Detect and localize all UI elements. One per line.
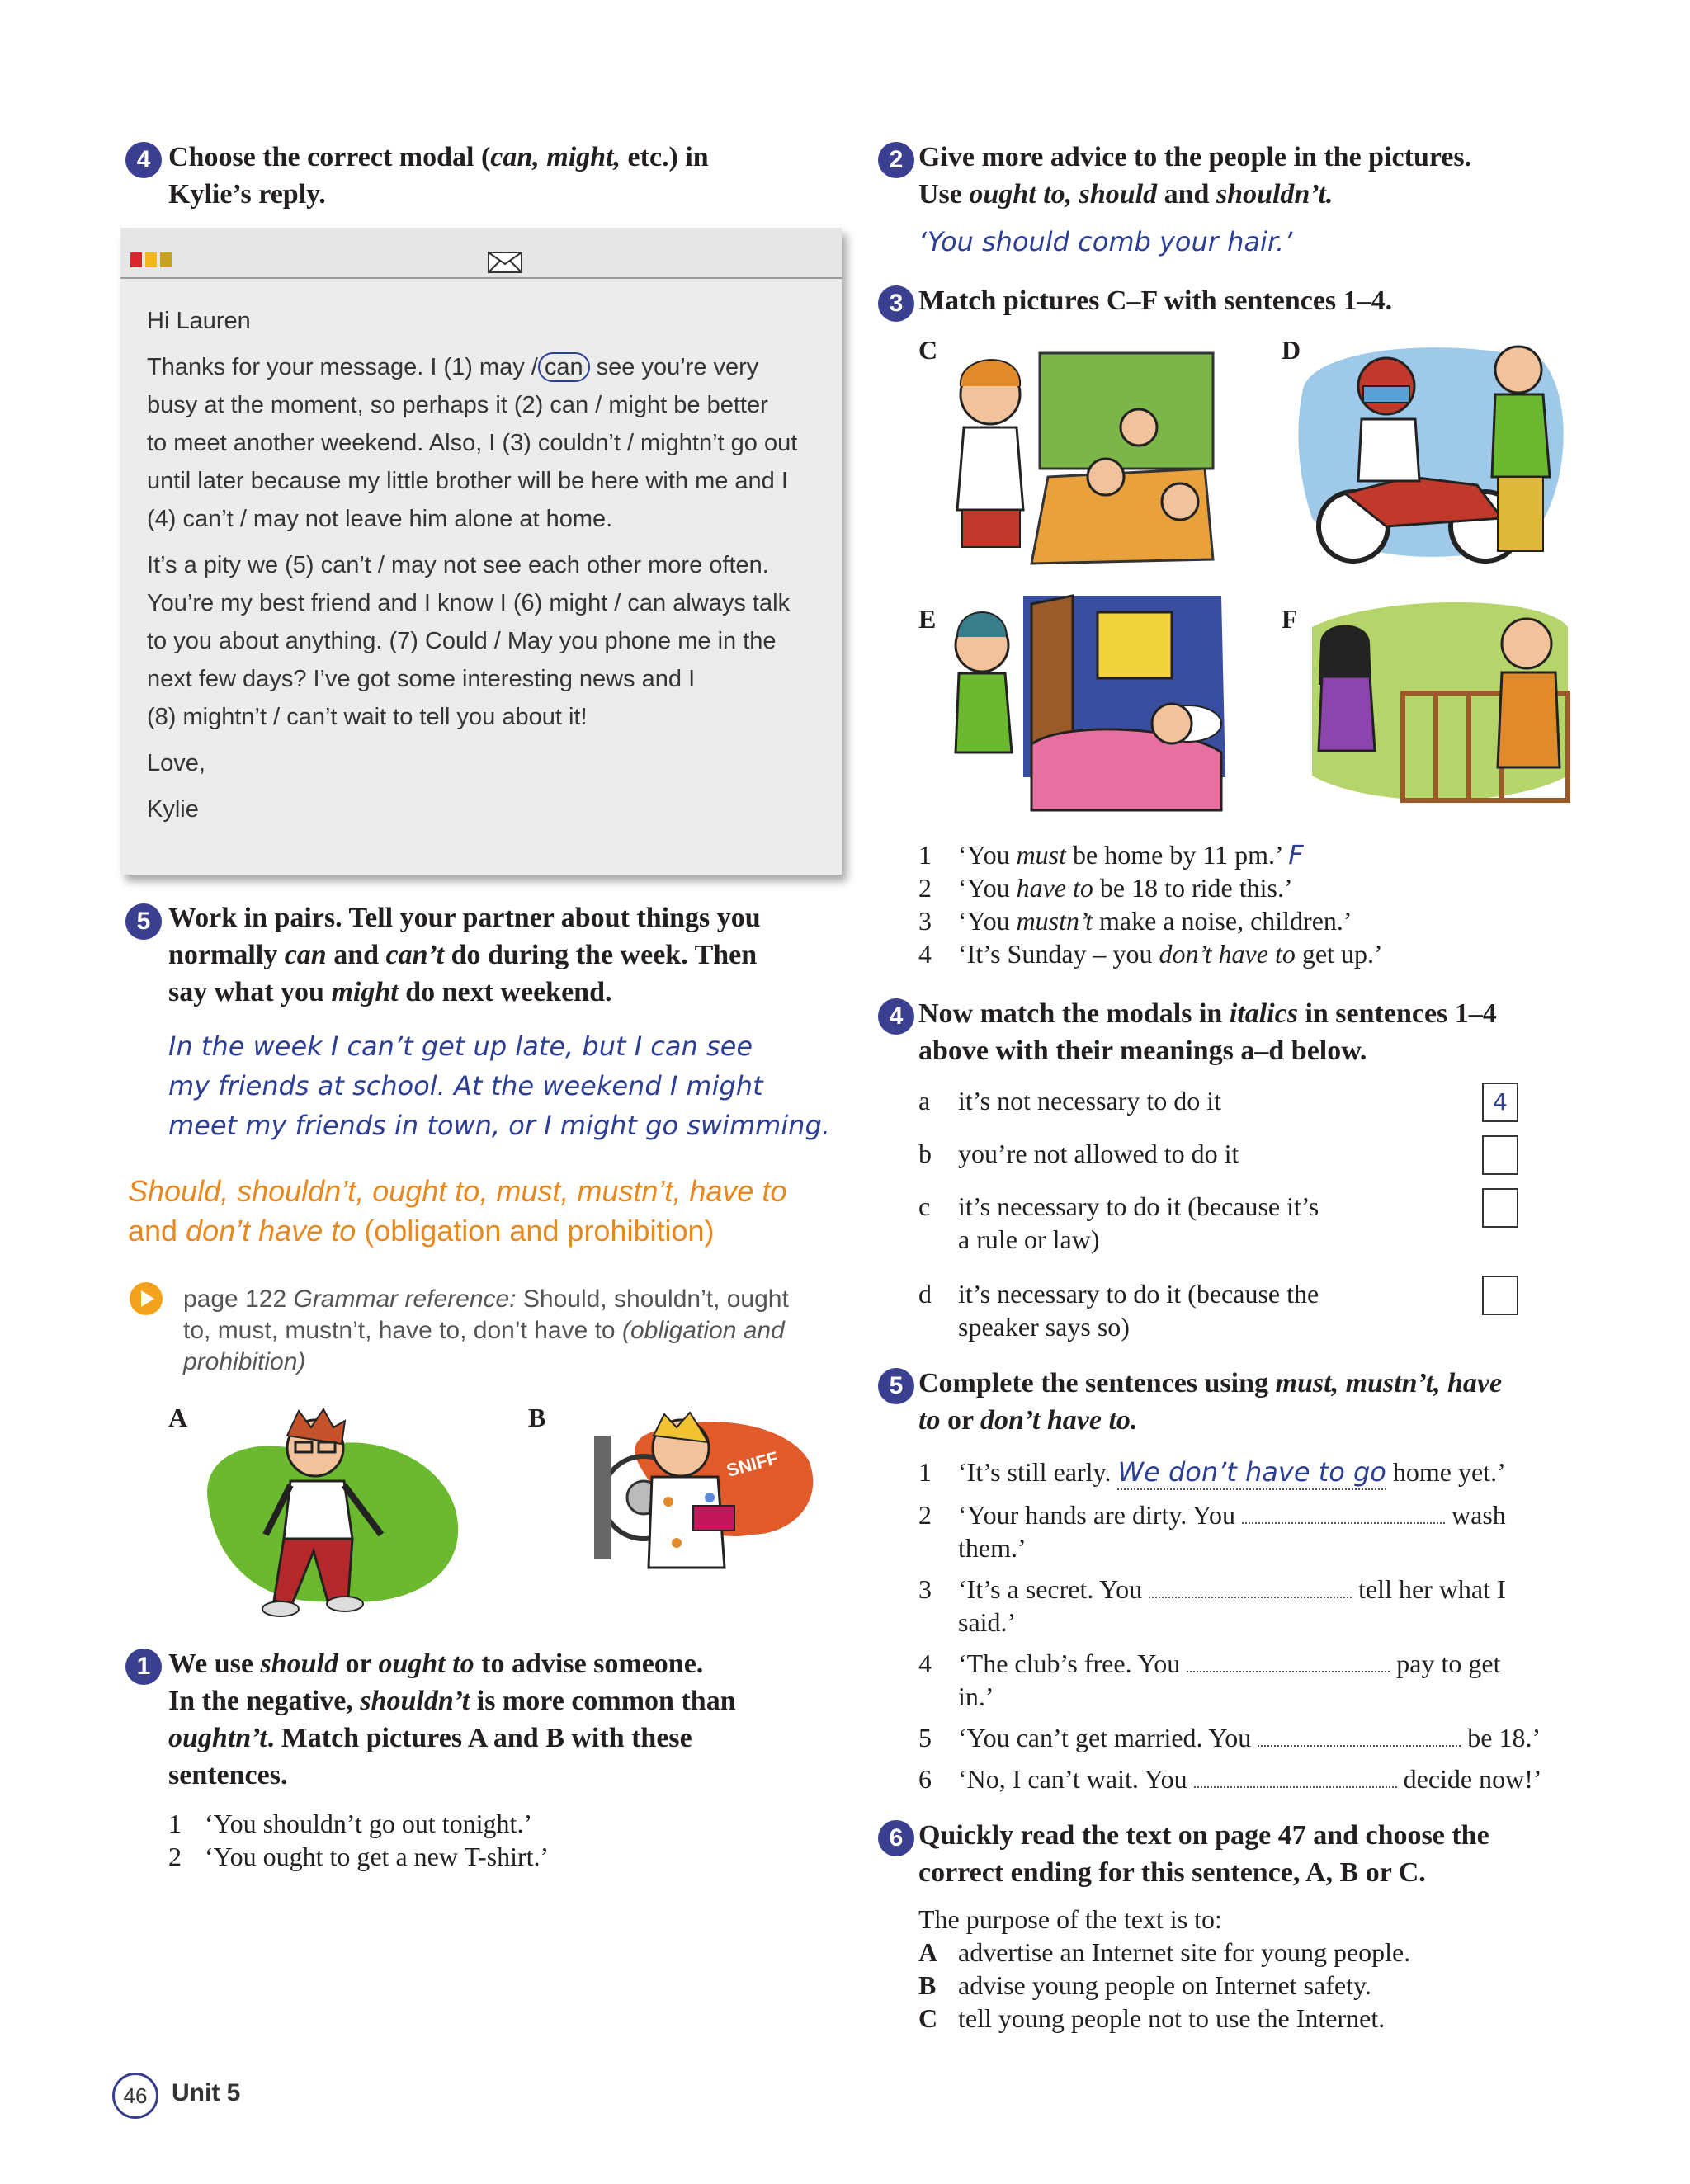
circled-answer: can [538, 352, 590, 382]
answer-box[interactable] [1482, 1276, 1518, 1315]
picture-label: C [918, 335, 938, 365]
email-signature: Kylie [147, 796, 199, 823]
exercise-2-instruction: Give more advice to the people in the pictures. Use ought to, should and shouldn’t. [918, 142, 1472, 210]
exercise-5-right-instruction: Complete the sentences using must, mustn’t, have to or don’t have to. [918, 1368, 1503, 1436]
email-greeting: Hi Lauren [147, 308, 251, 334]
email-body [147, 302, 832, 828]
exercise-number-badge: 1 [125, 1649, 162, 1685]
picture-label: E [918, 604, 937, 634]
answer-blank[interactable] [1194, 1786, 1397, 1788]
picture-e-bedroom-illustration [941, 587, 1230, 818]
list-item: 4 ‘The club’s free. You pay to get in.’ [918, 1649, 1501, 1711]
picture-label: F [1282, 604, 1298, 634]
answer-blank[interactable] [1187, 1671, 1390, 1672]
list-item: 1 ‘You shouldn’t go out tonight.’ [168, 1809, 533, 1838]
exercise-6-options [918, 1903, 1645, 2035]
email-paragraph-1: Thanks for your message. I (1) may / can see you’re very busy at the moment, so perhaps it (2) can / might be better to meet another weekend. Also, I (3) couldn’t / mightn’t go out until later because my little brother will be here with me and I (4) can’t / may not leave him alone at home. [147, 354, 798, 532]
question-stem: The purpose of the text is to: [918, 1904, 1222, 1934]
exercise-number-badge: 5 [878, 1368, 914, 1404]
email-toolbar [120, 228, 842, 279]
list-item: 6 ‘No, I can’t wait. You decide now!’ [918, 1764, 1542, 1794]
list-item: 2 ‘You ought to get a new T-shirt.’ [168, 1842, 550, 1871]
exercise-number-badge: 4 [125, 142, 162, 178]
picture-label: A [168, 1403, 188, 1432]
exercise-number-badge: 2 [878, 142, 914, 178]
answer-blank[interactable] [1149, 1597, 1352, 1598]
exercise-5-items [918, 1455, 1595, 1795]
picture-f-parent-illustration [1296, 594, 1576, 825]
list-item: 1 ‘You must be home by 11 pm.’ F [918, 839, 1304, 870]
page-number: 46 [112, 2073, 158, 2119]
answer-box[interactable] [1482, 1135, 1518, 1175]
email-paragraph-2: It’s a pity we (5) can’t / may not see each other more often. You’re my best friend and I know I (6) might / can always talk to you about anything. (7) Could / May you phone me in the next few days? I’ve got some interesting news and I (8) mightn’t / can’t wait to tell you about it! [147, 552, 791, 730]
window-close-icon [130, 252, 142, 267]
list-item: C tell young people not to use the Internet. [918, 2003, 1386, 2033]
email-signoff: Love, [147, 750, 205, 776]
list-item: 1 ‘It’s still early. We don’t have to go home yet.’ [918, 1455, 1595, 1490]
exercise-6-instruction: Quickly read the text on page 47 and choose the correct ending for this sentence, A, B or C. [918, 1820, 1489, 1888]
exercise-number-badge: 6 [878, 1820, 914, 1856]
exercise-4-right-instruction: Now match the modals in italics in sentences 1–4 above with their meanings a–d below. [918, 998, 1497, 1066]
exercise-5-instruction: Work in pairs. Tell your partner about things you normally can and can’t do during the week. Then say what you might do next weekend. [168, 903, 761, 1007]
meaning-item-d: d it’s necessary to do it (because the speaker says so) [918, 1279, 1319, 1342]
list-item: 2 ‘Your hands are dirty. You wash them.’ [918, 1500, 1506, 1563]
exercise-4-instruction: Choose the correct modal (can, might, etc.) in Kylie’s reply. [168, 142, 709, 210]
picture-label: D [1282, 335, 1301, 365]
meaning-item-c: c it’s necessary to do it (because it’s a rule or law) [918, 1191, 1319, 1254]
answer-box[interactable]: 4 [1482, 1083, 1518, 1122]
picture-a-tired-boy-illustration [191, 1403, 472, 1634]
window-minimize-icon [145, 252, 157, 267]
sniff-label: SNIFF [724, 1447, 781, 1481]
list-item: A advertise an Internet site for young people. [918, 1937, 1411, 1967]
list-item: 4 ‘It’s Sunday – you don’t have to get up.’ [918, 939, 1383, 969]
answer-blank[interactable] [1258, 1745, 1461, 1747]
list-item: 5 ‘You can’t get married. You be 18.’ [918, 1723, 1541, 1752]
exercise-3-instruction: Match pictures C–F with sentences 1–4. [918, 285, 1393, 316]
exercise-number-badge: 5 [125, 903, 162, 940]
picture-label: B [528, 1403, 546, 1432]
exercise-3-items [918, 838, 1661, 970]
meaning-item-a: a it’s not necessary to do it [918, 1086, 1222, 1116]
list-item: 3 ‘It’s a secret. You tell her what I said.’ [918, 1574, 1506, 1637]
handwritten-answer: In the week I can’t get up late, but I can see my friends at school. At the weekend I might meet my friends in town, or I might go swimming. [168, 1031, 830, 1141]
window-maximize-icon [160, 252, 172, 267]
answer-blank[interactable]: We don’t have to go [1117, 1455, 1386, 1490]
unit-label: Unit 5 [172, 2079, 241, 2106]
handwritten-answer: F [1288, 839, 1304, 870]
list-item: B advise young people on Internet safety. [918, 1970, 1371, 2000]
picture-b-sick-boy-illustration [545, 1403, 825, 1625]
exercise-number-badge: 3 [878, 285, 914, 322]
section-title: Should, shouldn’t, ought to, must, mustn’t, have to and don’t have to (obligation and prohibition) [128, 1174, 787, 1248]
list-item: 3 ‘You mustn’t make a noise, children.’ [918, 906, 1352, 936]
handwritten-answer: ‘You should comb your hair.’ [918, 226, 1293, 257]
exercise-1-instruction: We use should or ought to to advise someone. In the negative, shouldn’t is more common than oughtn’t. Match pictures A and B with these sentences. [168, 1649, 736, 1790]
email-window [120, 228, 842, 875]
exercise-1-items [168, 1807, 853, 1873]
answer-blank[interactable] [1242, 1522, 1445, 1524]
grammar-reference-arrow-icon[interactable] [128, 1281, 164, 1317]
list-item: 2 ‘You have to be 18 to ride this.’ [918, 873, 1293, 903]
exercise-number-badge: 4 [878, 998, 914, 1035]
grammar-reference[interactable]: page 122 Grammar reference: Should, shouldn’t, ought to, must, mustn’t, have to, don’t have to (obligation and prohibition) [183, 1285, 789, 1375]
picture-d-motorbike-illustration [1296, 337, 1576, 568]
answer-box[interactable] [1482, 1188, 1518, 1228]
envelope-icon [487, 251, 523, 274]
picture-c-teacher-illustration [941, 337, 1221, 568]
meaning-item-b: b you’re not allowed to do it [918, 1139, 1239, 1168]
